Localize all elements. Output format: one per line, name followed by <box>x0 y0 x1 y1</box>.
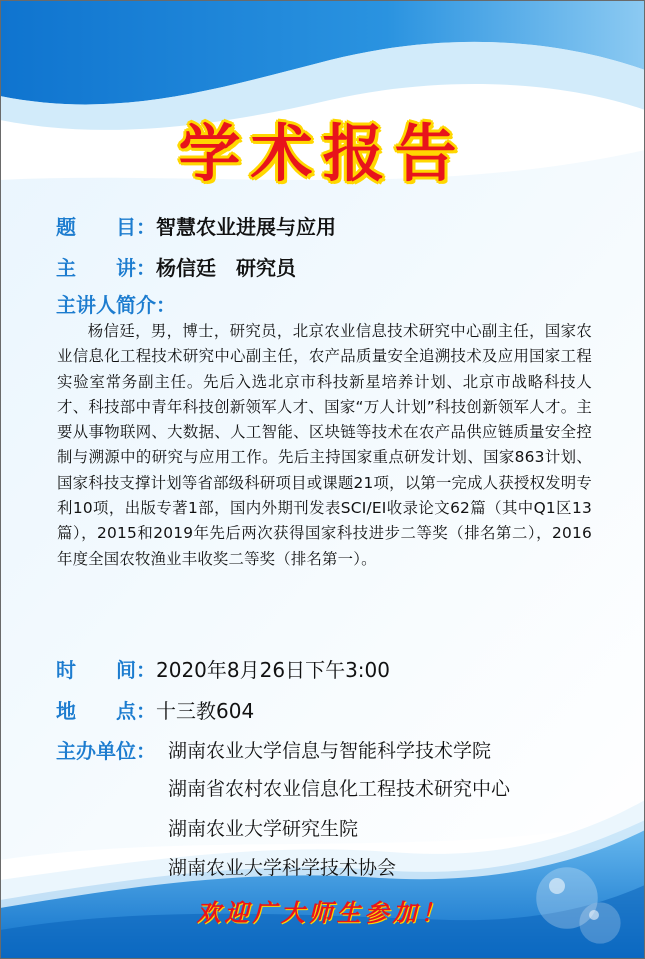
bio-label: 主讲人简介： <box>56 293 176 317</box>
organizer-item: 湖南农业大学研究生院 <box>168 818 359 840</box>
speaker-row <box>56 252 296 281</box>
time-label: 时 间： <box>56 658 156 682</box>
place-row <box>56 695 254 724</box>
welcome-slogan: 欢迎广大师生参加！ <box>196 898 449 927</box>
bio-heading <box>56 289 176 318</box>
time-value: 2020年8月26日下午3:00 <box>156 658 390 682</box>
speaker-label: 主 讲： <box>56 256 156 280</box>
organizer-label: 主办单位： <box>56 739 156 763</box>
topic-row <box>56 211 336 240</box>
topic-value: 智慧农业进展与应用 <box>156 215 336 239</box>
organizer-item: 湖南农业大学科学技术协会 <box>168 857 397 879</box>
topic-label: 题 目： <box>56 215 156 239</box>
poster-title: 学术报告 <box>178 117 467 190</box>
organizer-item: 湖南农业大学信息与智能科学技术学院 <box>168 740 492 762</box>
organizer-row <box>56 735 156 764</box>
place-label: 地 点： <box>56 699 156 723</box>
organizer-item: 湖南省农村农业信息化工程技术研究中心 <box>168 778 511 800</box>
speaker-value: 杨信廷 研究员 <box>156 256 296 280</box>
time-row <box>56 654 390 683</box>
speaker-bio: 杨信廷，男，博士，研究员，北京农业信息技术研究中心副主任，国家农业信息化工程技术研究中心副主任，农产品质量安全追溯技术及应用国家工程实验室常务副主任。先后入选北京市科技新星培养计划、北京市战略科技人才、科技部中青年科技创新领军人才、国家“万人计划”科技创新领军人才。主要从事物联网、大数据、人工智能、区块链等技术在农产品供应链质量安全控制与溯源中的研究与应用工作。先后主持国家重点研发计划、国家863计划、国家科技支撑计划等省部级科研项目或课题21项，以第一完成人获授权发明专利10项，出版专著1部，国内外期刊发表SCI/EI收录论文62篇（其中Q1区13篇），2015和2019年先后两次获得国家科技进步二等奖（排名第二），2016年度全国农牧渔业丰收奖二等奖（排名第一）。 <box>57 322 592 568</box>
place-value: 十三教604 <box>156 699 255 723</box>
